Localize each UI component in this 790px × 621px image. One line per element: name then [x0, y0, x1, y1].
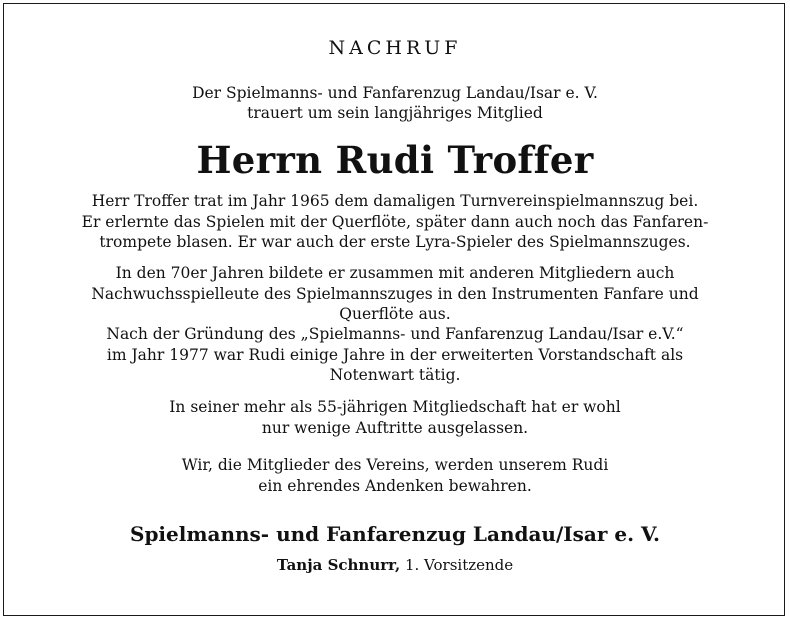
paragraph-line: In den 70er Jahren bildete er zusammen mit anderen Mitgliedern auch: [115, 264, 675, 282]
paragraph-line: Notenwart tätig.: [329, 366, 461, 384]
paragraph-board: [0, 324, 790, 386]
signer-name: Tanja Schnurr,: [276, 556, 401, 574]
intro-line: trauert um sein langjähriges Mitglied: [247, 104, 543, 122]
paragraph-membership: [0, 397, 790, 438]
paragraph-line: Querflöte aus.: [339, 305, 451, 323]
paragraph-line: trompete blasen. Er war auch der erste Lyra-Spieler des Spielmannszuges.: [99, 233, 691, 251]
paragraph-line: Nach der Gründung des „Spielmanns- und Fanfarenzug Landau/Isar e.V.“: [106, 325, 684, 343]
paragraph-remembrance: [0, 455, 790, 496]
notice-heading: NACHRUF: [328, 37, 462, 59]
intro-text: [0, 83, 790, 123]
paragraph-line: Nachwuchsspielleute des Spielmannszuges in den Instrumenten Fanfare und: [91, 284, 699, 303]
paragraph-line: In seiner mehr als 55-jährigen Mitgliedschaft hat er wohl: [169, 398, 621, 416]
paragraph-training: [0, 263, 790, 325]
paragraph-line: im Jahr 1977 war Rudi einige Jahre in der erweiterten Vorstandschaft als: [106, 345, 684, 364]
paragraph-line: Herr Troffer trat im Jahr 1965 dem damaligen Turnvereinspielmannszug bei.: [91, 192, 699, 210]
deceased-name: Herrn Rudi Troffer: [196, 138, 594, 182]
organization-name: Spielmanns- und Fanfarenzug Landau/Isar e. V.: [130, 522, 660, 546]
paragraph-line: Wir, die Mitglieder des Vereins, werden unserem Rudi: [181, 456, 609, 474]
paragraph-line: Er erlernte das Spielen mit der Querflöte, später dann auch noch das Fanfaren-: [81, 212, 709, 231]
paragraph-line: nur wenige Auftritte ausgelassen.: [261, 418, 529, 437]
signature-line: [0, 555, 790, 575]
paragraph-history: [0, 191, 790, 253]
intro-line: Der Spielmanns- und Fanfarenzug Landau/Isar e. V.: [192, 84, 598, 102]
signer-role: 1. Vorsitzende: [404, 556, 514, 574]
paragraph-line: ein ehrendes Andenken bewahren.: [258, 476, 532, 495]
